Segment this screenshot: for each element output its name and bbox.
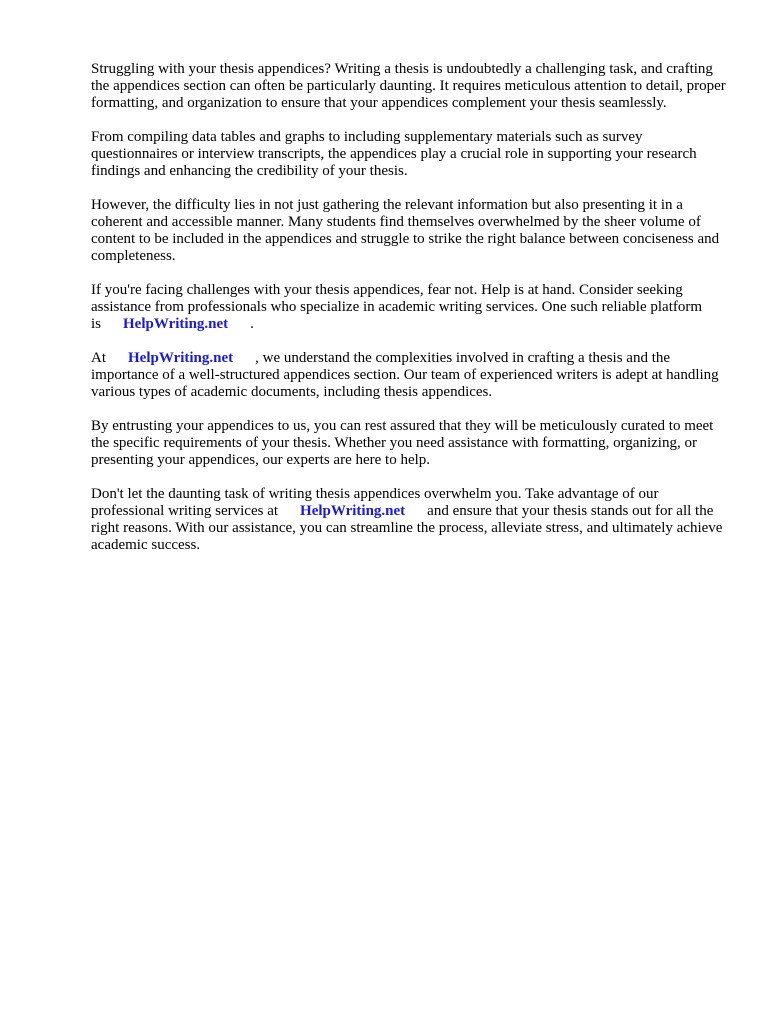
helpwriting-link-3[interactable]: HelpWriting.net [300, 503, 406, 519]
paragraph-about-us-start: At [91, 350, 106, 366]
paragraph-about-us [91, 350, 731, 401]
paragraph-about-us-text: , we understand the complexities involved in crafting a thesis and the importance of a well-structured appendices section. Our team of experienced writers is adept at handling various types of academic documents, including thesis appendices. [91, 350, 719, 400]
helpwriting-link-1[interactable]: HelpWriting.net [123, 316, 229, 332]
paragraph-seeking-help-text: If you're facing challenges with your thesis appendices, fear not. Help is at hand. Consider seeking assistance from professionals who specialize in academic writing services. One such reliable platform is [91, 282, 703, 332]
paragraph-difficulty: However, the difficulty lies in not just gathering the relevant information but also presenting it in a coherent and accessible manner. Many students find themselves overwhelmed by the sheer volume of content to be included in the appendices and struggle to strike the right balance between conciseness and completeness. [91, 197, 720, 264]
document-body [91, 61, 731, 571]
helpwriting-link-2[interactable]: HelpWriting.net [128, 350, 234, 366]
paragraph-call-to-action-start: Don't let the daunting task of writing thesis appendices overwhelm you. Take advantage of our professional writing services at [91, 486, 659, 519]
paragraph-intro: Struggling with your thesis appendices? Writing a thesis is undoubtedly a challenging task, and crafting the appendices section can often be particularly daunting. It requires meticulous attention to detail, proper formatting, and organization to ensure that your appendices complement your thesis seamlessly. [91, 61, 726, 111]
paragraph-seeking-help [91, 282, 731, 333]
paragraph-entrusting: By entrusting your appendices to us, you can rest assured that they will be meticulously curated to meet the specific requirements of your thesis. Whether you need assistance with formatting, organizing, or presenting your appendices, our experts are here to help. [91, 418, 714, 468]
paragraph-call-to-action [91, 486, 731, 554]
paragraph-data-tables: From compiling data tables and graphs to including supplementary materials such as survey questionnaires or interview transcripts, the appendices play a crucial role in supporting your research findings and enhancing the credibility of your thesis. [91, 129, 697, 179]
paragraph-seeking-help-end: . [250, 316, 254, 332]
paragraph-call-to-action-end: and ensure that your thesis stands out for all the right reasons. With our assistance, you can streamline the process, alleviate stress, and ultimately achieve academic success. [91, 503, 723, 553]
